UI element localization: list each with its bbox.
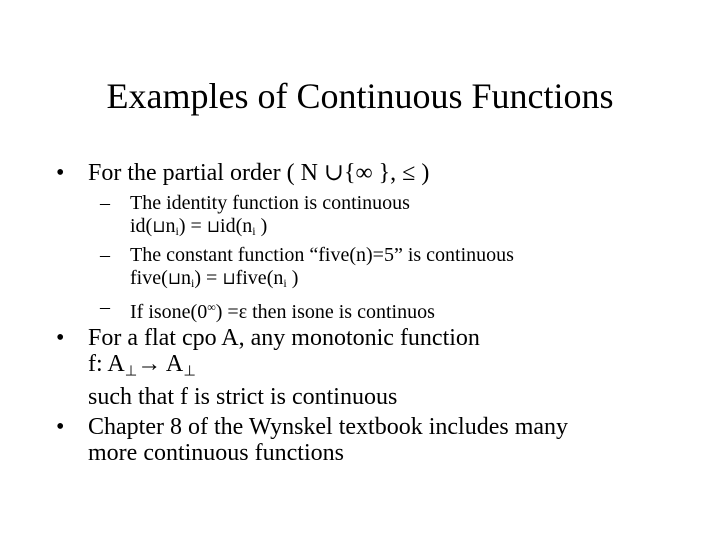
slide-title: Examples of Continuous Functions [106,76,614,116]
subbullet-identity [100,192,410,243]
bullet-textbook [56,414,569,466]
formula-line: f: A⊥→ A⊥ [88,351,196,380]
bullet-marker: • [56,160,65,186]
subbullet-text: The constant function “five(n)=5” is continuous [130,244,514,266]
bullet-text: For the partial order ( N ∪{∞ }, ≤ ) [88,160,430,186]
dash-marker: – [100,296,110,318]
lub-symbol: ⊔ [167,269,182,289]
lub-symbol: ⊔ [206,217,221,237]
subbullet-text: The identity function is continuous [130,192,410,214]
bullet-partial-order [56,160,430,186]
lub-symbol: ⊔ [222,269,236,289]
subbullet-constant [100,244,514,295]
bullet-marker: • [56,414,65,440]
lub-symbol: ⊔ [152,217,166,237]
formula-line: $id(⊔n_i)$ = $⊔id(n_i$ ) [130,215,268,238]
formula-line: $five(⊔n_i)$ = $⊔five(n_i$ ) [130,267,299,290]
bullet-flat-cpo [56,325,480,411]
bullet-marker: • [56,325,65,351]
bullet-text: such that f is strict is continuous [88,384,398,411]
bullet-text: more continuous functions [88,440,344,466]
subbullet-text: If isone(0∞) =ε then isone is continuos [130,300,435,324]
bottom-subscript: ⊥ [124,363,138,380]
subbullet-isone [100,296,435,324]
bottom-subscript: ⊥ [183,363,196,380]
dash-marker: – [100,244,110,266]
infinity-superscript: ∞ [207,300,216,314]
bullet-text: Chapter 8 of the Wynskel textbook includes many [88,414,569,440]
dash-marker: – [100,192,110,214]
bullet-text: For a flat cpo A, any monotonic function [88,325,480,351]
